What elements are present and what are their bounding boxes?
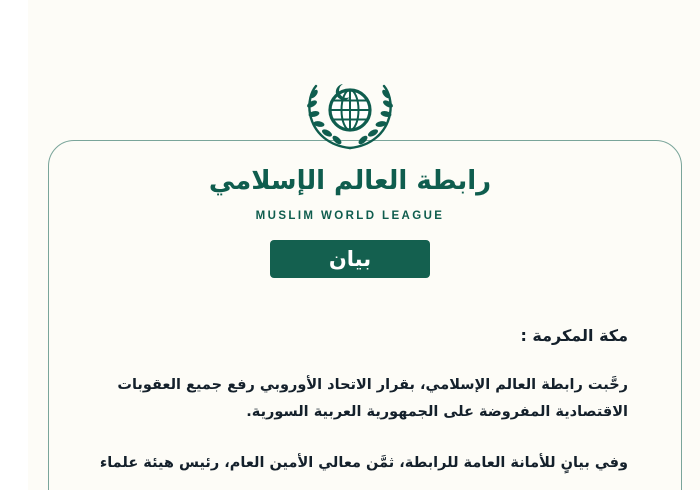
statement-paragraph-1: رحَّبت رابطة العالم الإسلامي، بقرار الاتحاد الأوروبي رفع جميع العقوبات الاقتصادية المفروضة على الجمهورية العربية السورية. bbox=[117, 377, 628, 420]
organization-name-arabic: رابطة العالم الإسلامي bbox=[208, 166, 492, 196]
organization-emblem bbox=[0, 76, 700, 154]
dateline: مكة المكرمة : bbox=[520, 326, 628, 345]
organization-name-english: MUSLIM WORLD LEAGUE bbox=[255, 210, 445, 222]
statement-paragraph-2: وفي بيانٍ للأمانة العامة للرابطة، ثمَّن معالي الأمين العام، رئيس هيئة علماء bbox=[99, 455, 628, 471]
statement-banner-container bbox=[0, 240, 700, 278]
statement-banner-label: بيان bbox=[270, 240, 430, 278]
